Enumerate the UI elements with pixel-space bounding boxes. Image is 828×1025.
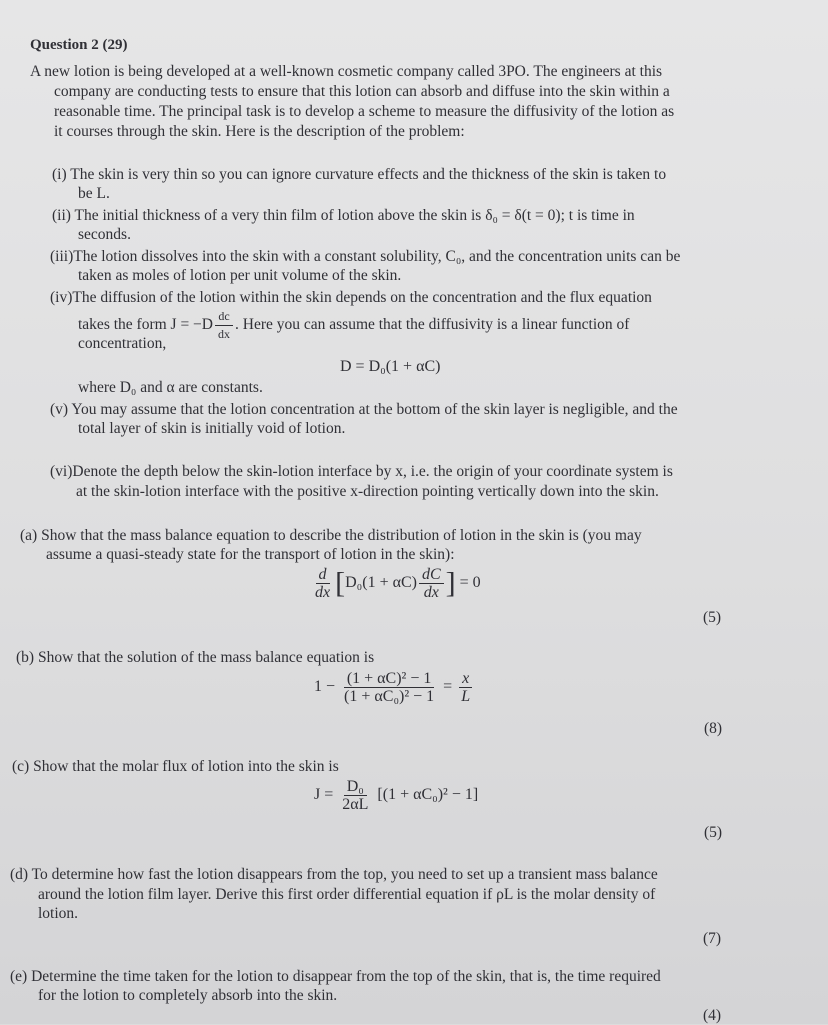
intro-line-4: it courses through the skin. Here is the description of the problem: bbox=[54, 123, 465, 140]
condition-ii-line-1: (ii) The initial thickness of a very thin film of lotion above the skin is δ₀ = δ(t = 0); t is time in bbox=[52, 207, 635, 224]
part-e-line-2: for the lotion to completely absorb into the skin. bbox=[38, 987, 338, 1004]
x-over-L-fraction: $\frac{x}{L}$ bbox=[458, 670, 473, 705]
equals-zero: = 0 bbox=[459, 574, 481, 592]
D0-over-2aL-fraction: $\frac{\text{D₀}}{2\alpha L}$ bbox=[342, 778, 369, 813]
condition-ii-line-2: seconds. bbox=[78, 226, 131, 243]
condition-iii-line-1: (iii)The lotion dissolves into the skin with a constant solubility, C₀, and the concentration units can be bbox=[50, 248, 681, 265]
solution-equation: 1 − $\frac{\text{(1 + αC)² − 1}}{\text{(1 + αC₀)² − 1}}$ = $\frac{x}{L}$ bbox=[314, 670, 475, 705]
part-d-line-3: lotion. bbox=[38, 905, 79, 922]
part-b-line-1: (b) Show that the solution of the mass balance equation is bbox=[16, 649, 375, 666]
intro-line-2: company are conducting tests to ensure that this lotion can absorb and diffuse into the skin within a bbox=[54, 83, 670, 100]
part-c-line-1: (c) Show that the molar flux of lotion into the skin is bbox=[12, 758, 339, 775]
condition-vi-line-2: at the skin-lotion interface with the positive x-direction pointing vertically down into the skin. bbox=[76, 483, 659, 500]
dc-dx-fraction bbox=[215, 308, 233, 343]
diffusivity-term: D₀(1 + αC) bbox=[345, 574, 417, 592]
part-a-marks: (5) bbox=[703, 609, 722, 626]
concentration-fraction: $\frac{\text{(1 + αC)² − 1}}{\text{(1 + αC₀)² − 1}}$ bbox=[344, 670, 435, 705]
part-a-line-1: (a) Show that the mass balance equation to describe the distribution of lotion in the skin is (you may bbox=[20, 527, 642, 544]
condition-i-line-1: (i) The skin is very thin so you can ignore curvature effects and the thickness of the skin is taken to bbox=[52, 166, 667, 183]
dC-dx-fraction: $\frac{dC}{dx}$ bbox=[419, 566, 444, 601]
part-c-marks: (5) bbox=[704, 824, 723, 841]
dc-numerator: dc bbox=[215, 308, 232, 326]
part-e-line-1: (e) Determine the time taken for the lotion to disappear from the top of the skin, that is, the time required bbox=[10, 968, 661, 985]
intro-line-3: reasonable time. The principal task is to develop a scheme to measure the diffusivity of the lotion as bbox=[54, 103, 675, 120]
condition-v-line-1: (v) You may assume that the lotion concentration at the bottom of the skin layer is negligible, and the bbox=[50, 401, 678, 418]
part-b-marks: (8) bbox=[704, 720, 723, 737]
dx-denominator: dx bbox=[218, 327, 230, 341]
part-d-line-2: around the lotion film layer. Derive this first order differential equation if ρL is the molar density of bbox=[38, 886, 656, 903]
flux-form-text: takes the form J = −D bbox=[78, 316, 213, 334]
part-e-marks: (4) bbox=[703, 1007, 722, 1024]
intro-line-1: A new lotion is being developed at a well-known cosmetic company called 3PO. The engineers at this bbox=[30, 63, 663, 80]
part-a-line-2: assume a quasi-steady state for the transport of lotion in the skin): bbox=[46, 546, 455, 563]
d-dx-fraction: $\frac{d}{dx}$ bbox=[315, 566, 331, 601]
condition-iv-line-3: concentration, bbox=[78, 335, 167, 352]
condition-v-line-2: total layer of skin is initially void of lotion. bbox=[78, 420, 346, 437]
condition-iii-line-2: taken as moles of lotion per unit volume of the skin. bbox=[78, 267, 402, 284]
condition-vi-line-1: (vi)Denote the depth below the skin-lotion interface by x, i.e. the origin of your coordinate system is bbox=[50, 463, 673, 480]
flux-equation: J = $\frac{\text{D₀}}{2\alpha L}$ [(1 + αC₀)² − 1] bbox=[314, 778, 479, 813]
question-title: Question 2 (29) bbox=[30, 37, 128, 53]
condition-iv-line-1: (iv)The diffusion of the lotion within the skin depends on the concentration and the flux equation bbox=[50, 289, 652, 306]
mass-balance-equation: $\frac{d}{dx}$ [D₀(1 + αC) $\frac{dC}{dx}$ ] = 0 bbox=[310, 566, 481, 601]
condition-iv-line-4: where D₀ and α are constants. bbox=[78, 379, 263, 396]
part-d-line-1: (d) To determine how fast the lotion disappears from the top, you need to set up a transient mass balance bbox=[10, 866, 658, 883]
condition-i-line-2: be L. bbox=[78, 185, 110, 202]
diffusivity-linear-text: . Here you can assume that the diffusivity is a linear function of bbox=[235, 316, 630, 334]
part-d-marks: (7) bbox=[703, 930, 722, 947]
diffusivity-equation: D = D₀(1 + αC) bbox=[340, 358, 441, 375]
